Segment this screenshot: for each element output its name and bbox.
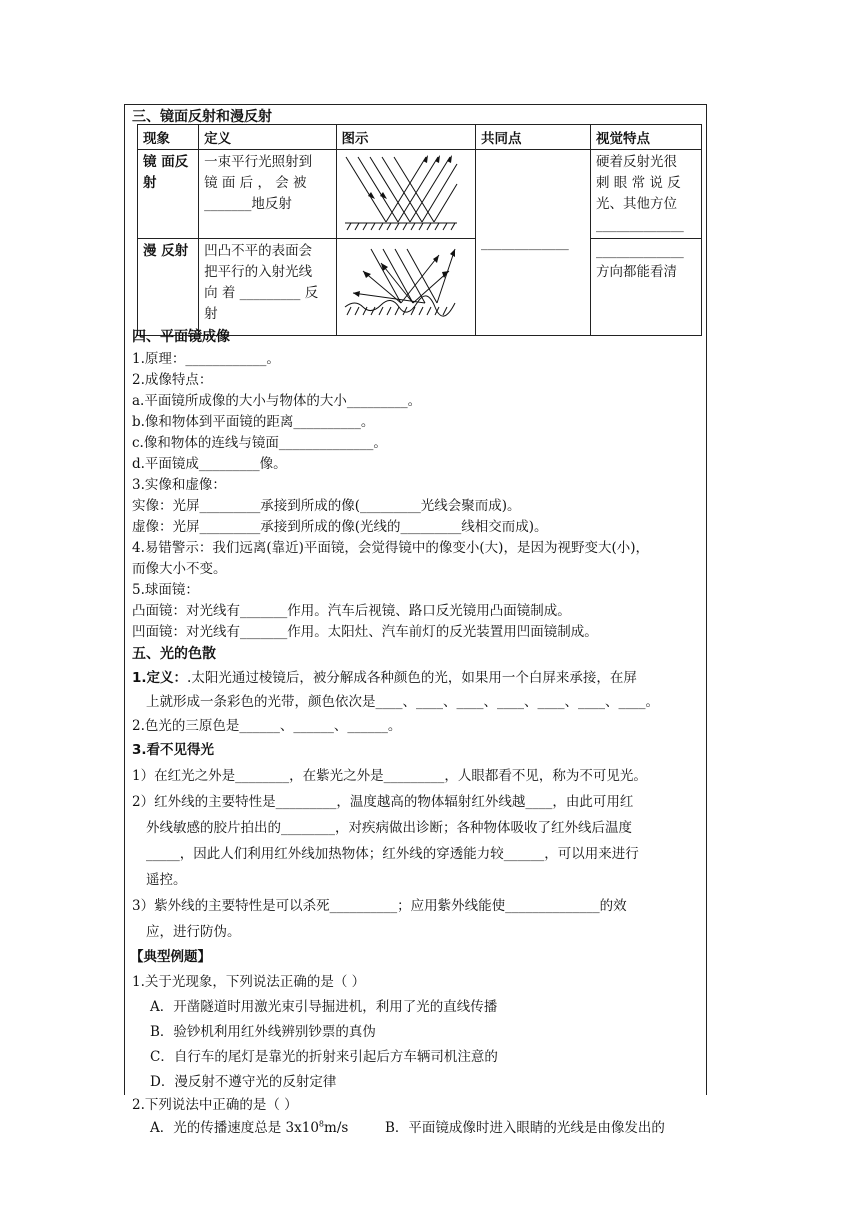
invisible-light-heading: 3.看不见得光 xyxy=(132,742,215,758)
visual-line: _____________ xyxy=(596,217,684,233)
common-point-cell xyxy=(475,150,590,336)
q2-option-b: B．平面镜成像时进入眼睛的光线是由像发出的 xyxy=(385,1120,665,1136)
q1-option-c: C．自行车的尾灯是靠光的折射来引起后方车辆司机注意的 xyxy=(150,1049,498,1065)
q2-a-text: A．光的传播速度总是 3x10 xyxy=(150,1120,319,1136)
s4-line: 凹面镜：对光线有_______作用。太阳灶、汽车前灯的反光装置用凹面镜制成。 xyxy=(132,624,598,640)
q1-option-b: B．验钞机利用红外线辨别钞票的真伪 xyxy=(150,1024,376,1040)
def-line: 镜 面 后 ， 会 被 xyxy=(204,175,307,191)
s4-line: a.平面镜所成像的大小与物体的大小_________。 xyxy=(132,393,422,409)
s4-line: d.平面镜成_________像。 xyxy=(132,456,287,472)
row-diffuse-visual xyxy=(591,239,702,336)
dispersion-definition-cont: 上就形成一条彩色的光带，颜色依次是____、____、____、____、____、____、____。 xyxy=(146,694,659,710)
s4-line: 3.实像和虚像： xyxy=(132,477,226,493)
header-common: 共同点 xyxy=(475,125,590,150)
question-2: 2.下列说法中正确的是（ ） xyxy=(132,1097,298,1113)
invisible-line: 1）在红光之外是________，在紫光之外是_________，人眼都看不见，称为不可见光。 xyxy=(132,768,647,784)
q2-a-exponent: 8 xyxy=(318,1119,325,1129)
invisible-line: 遥控。 xyxy=(146,872,187,888)
s4-line: 5.球面镜： xyxy=(132,582,199,598)
table-row xyxy=(138,150,702,239)
q1-option-d: D．漫反射不遵守光的反射定律 xyxy=(150,1074,337,1090)
s4-line: 2.成像特点： xyxy=(132,372,213,388)
definition-text: .太阳光通过棱镜后，被分解成各种颜色的光，如果用一个白屏来承接，在屏 xyxy=(187,670,637,686)
invisible-line: 2）红外线的主要特性是_________，温度越高的物体辐射红外线越____，由此可用红 xyxy=(132,794,634,810)
s4-line: c.像和物体的连线与镜面______________。 xyxy=(132,435,387,451)
visual-line: _____________ xyxy=(596,243,684,259)
reflection-table xyxy=(137,124,702,336)
visual-line: 光、其他方位 xyxy=(596,196,677,212)
table-row xyxy=(138,239,702,336)
s4-line: 虚像：光屏_________承接到所成的像(光线的_________线相交而成)。 xyxy=(132,519,548,535)
header-diagram: 图示 xyxy=(336,125,475,150)
specular-diagram-cell xyxy=(336,150,475,239)
header-phenomenon: 现象 xyxy=(138,125,199,150)
row-diffuse-name: 漫 反射 xyxy=(138,239,199,336)
common-point-blank: _____________ xyxy=(480,234,569,251)
s4-line: 4.易错警示：我们远离(靠近)平面镜，会觉得镜中的像变小(大)，是因为视野变大(小)， xyxy=(132,540,649,556)
s4-line: 1.原理：____________。 xyxy=(132,351,280,367)
invisible-line: 外线敏感的胶片拍出的________，对疾病做出诊断；各种物体吸收了红外线后温度 xyxy=(146,820,632,836)
s4-line: 实像：光屏_________承接到所成的像(_________光线会聚而成)。 xyxy=(132,498,521,514)
section-4-heading: 四、平面镜成像 xyxy=(132,329,230,345)
def-line: 射 xyxy=(204,306,218,322)
q1-option-a: A．开凿隧道时用激光束引导掘进机，利用了光的直线传播 xyxy=(150,999,498,1015)
def-line: 向 着 _________ 反 xyxy=(204,285,319,301)
s4-line: 而像大小不变。 xyxy=(132,561,227,577)
diffuse-diagram-cell xyxy=(336,239,475,336)
section-3-heading: 三、镜面反射和漫反射 xyxy=(132,109,272,125)
row-specular-name: 镜 面反射 xyxy=(138,150,199,239)
def-line: 凹凸不平的表面会 xyxy=(204,243,313,259)
diffuse-reflection-diagram xyxy=(341,241,459,329)
s4-line: b.像和物体到平面镜的距离__________。 xyxy=(132,414,375,430)
visual-line: 方向都能看清 xyxy=(596,264,677,280)
dispersion-definition xyxy=(132,666,637,686)
visual-line: 硬着反射光很 xyxy=(596,154,677,170)
invisible-line: 应，进行防伪。 xyxy=(146,924,241,940)
row-specular-definition xyxy=(199,150,336,239)
q2-option-a xyxy=(150,1116,348,1136)
definition-label: 1.定义： xyxy=(132,670,188,686)
row-diffuse-definition xyxy=(199,239,336,336)
question-1: 1.关于光现象，下列说法正确的是（ ） xyxy=(132,974,366,990)
table-header-row xyxy=(138,125,702,150)
q2-a-unit: m/s xyxy=(324,1120,349,1136)
section-5-heading: 五、光的色散 xyxy=(132,646,216,662)
def-line: _______地反射 xyxy=(204,196,292,212)
specular-reflection-diagram xyxy=(341,152,459,232)
header-definition: 定义 xyxy=(199,125,336,150)
def-line: 一束平行光照射到 xyxy=(204,154,313,170)
invisible-line: _____，因此人们利用红外线加热物体；红外线的穿透能力较______，可以用来进行 xyxy=(146,846,639,862)
examples-heading: 【典型例题】 xyxy=(130,949,211,965)
row-specular-visual xyxy=(591,150,702,239)
s4-line: 凸面镜：对光线有_______作用。汽车后视镜、路口反光镜用凸面镜制成。 xyxy=(132,603,571,619)
def-line: 把平行的入射光线 xyxy=(204,264,313,280)
visual-line: 刺 眼 常 说 反 xyxy=(596,175,681,191)
primary-colors: 2.色光的三原色是______、______、______。 xyxy=(132,718,402,734)
header-visual: 视觉特点 xyxy=(591,125,702,150)
invisible-line: 3）紫外线的主要特性是可以杀死__________；应用紫外线能使______________的效 xyxy=(132,898,627,914)
